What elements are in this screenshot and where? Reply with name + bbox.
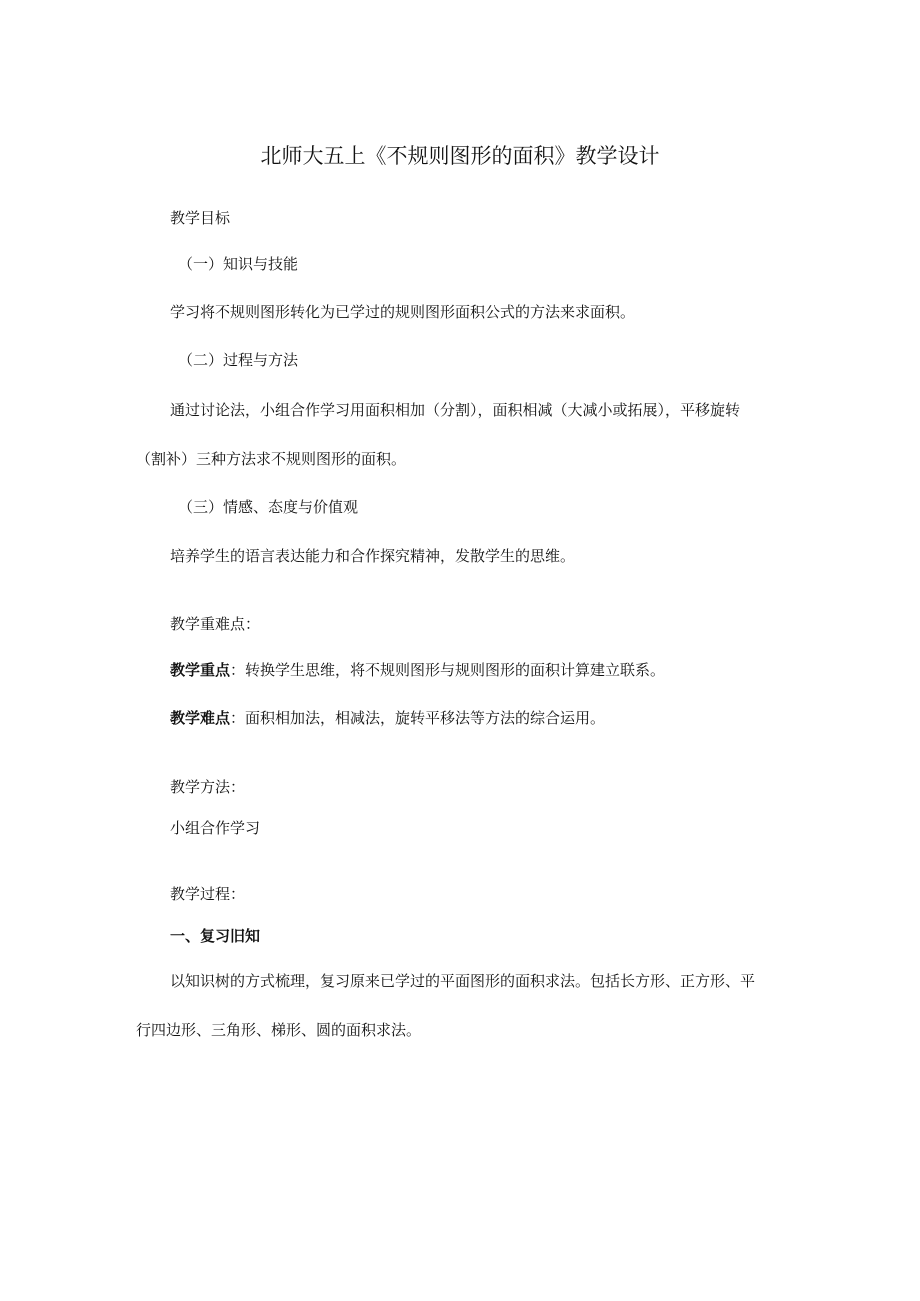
process-heading: （二）过程与方法: [178, 351, 299, 369]
focus-point: [170, 660, 665, 680]
procedure-heading: 教学过程：: [170, 885, 246, 903]
step1-text-line1: 以知识树的方式梳理，复习原来已学过的平面图形的面积求法。包括长方形、正方形、平: [170, 972, 756, 990]
emotion-text: 培养学生的语言表达能力和合作探究精神，发散学生的思维。: [170, 547, 576, 565]
emotion-heading: （三）情感、态度与价值观: [178, 498, 359, 516]
method-heading: 教学方法：: [170, 778, 246, 796]
knowledge-text: 学习将不规则图形转化为已学过的规则图形面积公式的方法来求面积。: [170, 303, 636, 321]
process-text-line1: 通过讨论法，小组合作学习用面积相加（分割），面积相减（大减小或拓展），平移旋转: [170, 401, 741, 419]
process-text-line2: （割补）三种方法求不规则图形的面积。: [136, 450, 407, 468]
key-points-heading: 教学重难点：: [170, 615, 261, 633]
method-text: 小组合作学习: [170, 819, 261, 837]
objectives-heading: 教学目标: [170, 209, 231, 227]
difficulty-label: 教学难点: [170, 709, 231, 727]
step1-text-line2: 行四边形、三角形、梯形、圆的面积求法。: [136, 1021, 422, 1039]
difficulty-point: [170, 708, 605, 728]
focus-text: ：转换学生思维，将不规则图形与规则图形的面积计算建立联系。: [230, 661, 666, 679]
step1-heading: 一、复习旧知: [170, 927, 261, 945]
knowledge-heading: （一）知识与技能: [178, 255, 299, 273]
page-title: 北师大五上《不规则图形的面积》教学设计: [260, 144, 660, 168]
focus-label: 教学重点: [170, 661, 231, 679]
difficulty-text: ：面积相加法，相减法，旋转平移法等方法的综合运用。: [230, 709, 606, 727]
